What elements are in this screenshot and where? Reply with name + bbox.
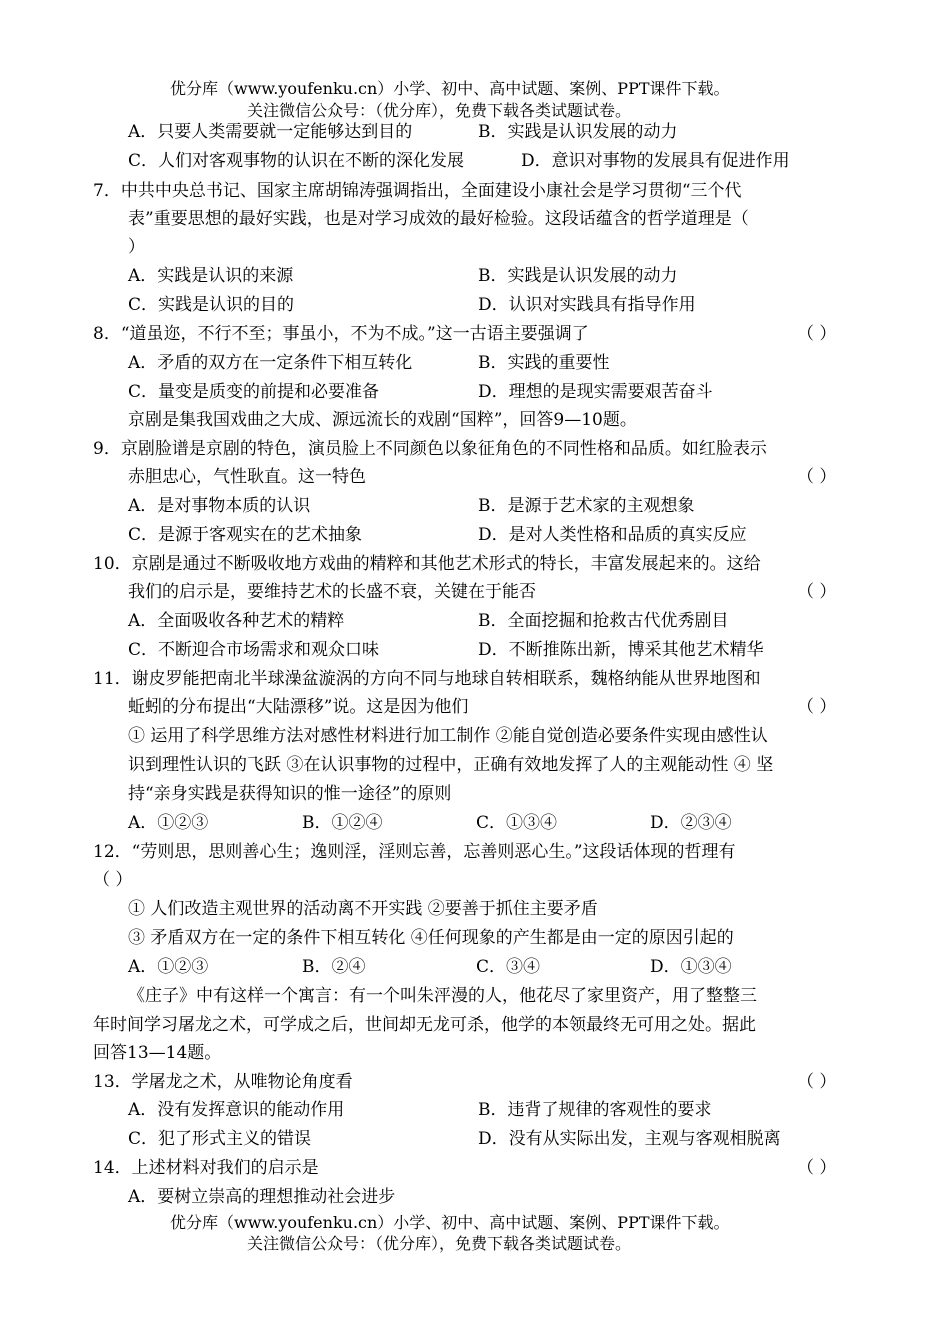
q13-stem: 13．学屠龙之术，从唯物论角度看 xyxy=(93,1072,353,1092)
q9-option-c: C．是源于客观实在的艺术抽象 xyxy=(128,525,363,545)
q8-option-d: D．理想的是现实需要艰苦奋斗 xyxy=(478,382,713,402)
intro-9-10: 京剧是集我国戏曲之大成、源远流长的戏剧“国粹”，回答9—10题。 xyxy=(128,410,637,430)
q10-option-c: C．不断迎合市场需求和观众口味 xyxy=(128,640,380,660)
q6-option-d: D．意识对事物的发展具有促进作用 xyxy=(521,151,790,171)
q9-stem-line-2: 赤胆忠心，气性耿直。这一特色 xyxy=(128,467,366,487)
q13-option-c: C．犯了形式主义的错误 xyxy=(128,1129,312,1149)
q11-stem-line-1: 11．谢皮罗能把南北半球澡盆漩涡的方向不同与地球自转相联系，魏格纳能从世界地图和 xyxy=(93,669,761,689)
q11-answer-paren: （ ） xyxy=(797,697,837,717)
q11-statement-line-3: 持“亲身实践是获得知识的惟一途径”的原则 xyxy=(128,784,452,804)
q12-option-a: A．①②③ xyxy=(128,957,209,977)
q11-option-b: B．①②④ xyxy=(302,813,383,833)
q7-stem-line-1: 7．中共中央总书记、国家主席胡锦涛强调指出，全面建设小康社会是学习贯彻“三个代 xyxy=(93,181,742,201)
footer-line-2: 关注微信公众号：（优分库），免费下载各类试题试卷。 xyxy=(247,1234,632,1253)
q11-option-c: C．①③④ xyxy=(476,813,558,833)
q7-option-a: A．实践是认识的来源 xyxy=(128,266,294,286)
q7-option-b: B．实践是认识发展的动力 xyxy=(478,266,678,286)
q10-option-a: A．全面吸收各种艺术的精粹 xyxy=(128,611,345,631)
q8-answer-paren: （ ） xyxy=(797,324,837,344)
footer-line-1: 优分库（www.youfenku.cn）小学、初中、高中试题、案例、PPT课件下载。 xyxy=(170,1213,730,1232)
q7-option-d: D．认识对实践具有指导作用 xyxy=(478,295,696,315)
q11-option-d: D．②③④ xyxy=(650,813,732,833)
q8-stem: 8．“道虽迩，不行不至；事虽小，不为不成。”这一古语主要强调了 xyxy=(93,324,589,344)
q10-stem-line-2: 我们的启示是，要维持艺术的长盛不衰，关键在于能否 xyxy=(128,582,536,602)
intro-13-14-line-1: 《庄子》中有这样一个寓言：有一个叫朱泙漫的人，他花尽了家里资产，用了整整三 xyxy=(128,986,757,1006)
q12-option-b: B．②④ xyxy=(302,957,366,977)
header-line-2: 关注微信公众号：（优分库），免费下载各类试题试卷。 xyxy=(247,101,632,120)
q11-stem-line-2: 蚯蚓的分布提出“大陆漂移”说。这是因为他们 xyxy=(128,697,469,717)
q9-option-a: A．是对事物本质的认识 xyxy=(128,496,311,516)
q12-statement-1: ① 人们改造主观世界的活动离不开实践 ②要善于抓住主要矛盾 xyxy=(128,899,598,919)
intro-13-14-line-2: 年时间学习屠龙之术，可学成之后，世间却无龙可杀，他学的本领最终无可用之处。据此 xyxy=(93,1015,756,1035)
q13-answer-paren: （ ） xyxy=(797,1072,837,1092)
q12-option-d: D．①③④ xyxy=(650,957,732,977)
q14-option-a: A．要树立崇高的理想推动社会进步 xyxy=(128,1187,396,1207)
q12-answer-paren: （ ） xyxy=(93,870,133,890)
q12-statement-2: ③ 矛盾双方在一定的条件下相互转化 ④任何现象的产生都是由一定的原因引起的 xyxy=(128,928,734,948)
q9-stem-line-1: 9．京剧脸谱是京剧的特色，演员脸上不同颜色以象征角色的不同性格和品质。如红脸表示 xyxy=(93,439,767,459)
q10-answer-paren: （ ） xyxy=(797,582,837,602)
q11-option-a: A．①②③ xyxy=(128,813,209,833)
q13-option-a: A．没有发挥意识的能动作用 xyxy=(128,1100,345,1120)
q12-stem-line-1: 12．“劳则思，思则善心生；逸则淫，淫则忘善，忘善则恶心生。”这段话体现的哲理有 xyxy=(93,842,736,862)
q9-answer-paren: （ ） xyxy=(797,467,837,487)
q8-option-a: A．矛盾的双方在一定条件下相互转化 xyxy=(128,353,413,373)
q10-option-d: D．不断推陈出新，博采其他艺术精华 xyxy=(478,640,764,660)
q7-stem-line-2: 表”重要思想的最好实践，也是对学习成效的最好检验。这段话蕴含的哲学道理是（ xyxy=(128,209,749,229)
q14-answer-paren: （ ） xyxy=(797,1158,837,1178)
q11-statement-line-2: 识到理性认识的飞跃 ③在认识事物的过程中，正确有效地发挥了人的主观能动性 ④ 坚 xyxy=(128,755,774,775)
q6-option-b: B．实践是认识发展的动力 xyxy=(478,122,678,142)
q6-option-a: A．只要人类需要就一定能够达到目的 xyxy=(128,122,413,142)
q7-option-c: C．实践是认识的目的 xyxy=(128,295,295,315)
q10-stem-line-1: 10．京剧是通过不断吸收地方戏曲的精粹和其他艺术形式的特长，丰富发展起来的。这给 xyxy=(93,554,761,574)
q8-option-b: B．实践的重要性 xyxy=(478,353,610,373)
q13-option-d: D．没有从实际出发，主观与客观相脱离 xyxy=(478,1129,781,1149)
q8-option-c: C．量变是质变的前提和必要准备 xyxy=(128,382,380,402)
header-line-1: 优分库（www.youfenku.cn）小学、初中、高中试题、案例、PPT课件下载。 xyxy=(170,79,730,98)
intro-13-14-line-3: 回答13—14题。 xyxy=(93,1043,222,1063)
q14-stem: 14．上述材料对我们的启示是 xyxy=(93,1158,319,1178)
q13-option-b: B．违背了规律的客观性的要求 xyxy=(478,1100,712,1120)
q6-option-c: C．人们对客观事物的认识在不断的深化发展 xyxy=(128,151,465,171)
q9-option-d: D．是对人类性格和品质的真实反应 xyxy=(478,525,747,545)
q7-stem-line-3: ） xyxy=(128,237,145,257)
q10-option-b: B．全面挖掘和抢救古代优秀剧目 xyxy=(478,611,729,631)
q9-option-b: B．是源于艺术家的主观想象 xyxy=(478,496,695,516)
q11-statement-line-1: ① 运用了科学思维方法对感性材料进行加工制作 ②能自觉创造必要条件实现由感性认 xyxy=(128,726,768,746)
q12-option-c: C．③④ xyxy=(476,957,541,977)
